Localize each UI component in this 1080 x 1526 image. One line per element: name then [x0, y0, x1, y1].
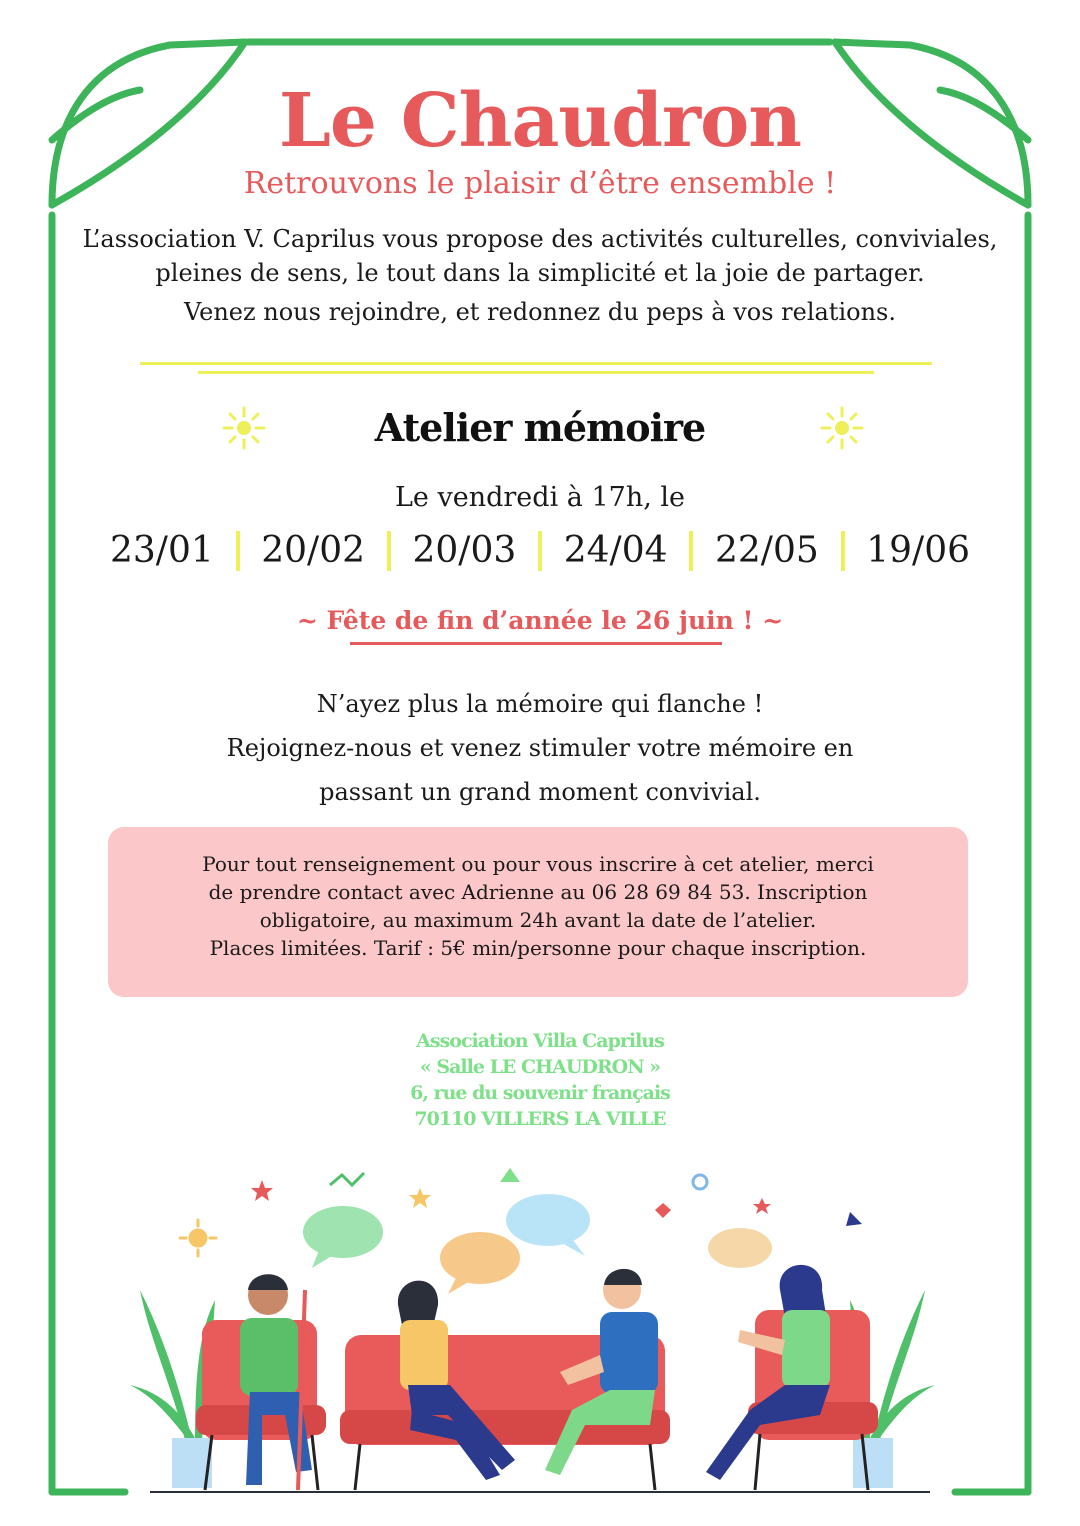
swirl-icon [693, 1175, 707, 1189]
speech-bubble [708, 1228, 772, 1268]
speech-bubble [506, 1194, 590, 1246]
event-title: Atelier mémoire [374, 405, 706, 450]
intro-paragraph [0, 222, 1080, 290]
info-text [108, 850, 968, 962]
star-icon [409, 1188, 431, 1208]
address-line: « Salle LE CHAUDRON » [419, 1056, 661, 1078]
triangle-icon [846, 1212, 862, 1226]
event-date: 24/04 [563, 530, 668, 571]
address-line: 6, rue du souvenir français [410, 1082, 670, 1104]
star-icon [251, 1180, 273, 1201]
star-icon [753, 1198, 771, 1214]
event-schedule: Le vendredi à 17h, le [395, 482, 685, 513]
year-end-party: ~ Fête de fin d’année le 26 juin ! ~ [296, 606, 784, 635]
sparkle-icon [180, 1220, 216, 1256]
plant-pot [853, 1438, 893, 1488]
event-date: 19/06 [866, 530, 970, 571]
people-chatting-illustration [0, 1140, 1080, 1510]
confetti-icon [330, 1173, 364, 1185]
speech-bubble [440, 1232, 520, 1284]
triangle-icon [500, 1168, 520, 1182]
page-subtitle: Retrouvons le plaisir d’être ensemble ! [243, 166, 837, 201]
divider-line [140, 362, 932, 365]
info-line: obligatoire, au maximum 24h avant la date de l’atelier. [259, 908, 817, 932]
description-line: N’ayez plus la mémoire qui flanche ! [316, 690, 764, 718]
intro-line: Venez nous rejoindre, et redonnez du peps à vos relations. [184, 298, 896, 326]
address-line: Association Villa Caprilus [416, 1030, 664, 1052]
sun-icon [820, 406, 864, 450]
event-date: 20/03 [412, 530, 517, 571]
divider-line [198, 371, 874, 374]
event-date: 20/02 [261, 530, 365, 571]
info-line: de prendre contact avec Adrienne au 06 28 69 84 53. Inscription [208, 880, 868, 904]
date-separator [689, 531, 693, 571]
person-man-left [240, 1274, 312, 1490]
description-paragraph [0, 682, 1080, 814]
party-underline [350, 642, 722, 645]
address-line: 70110 VILLERS LA VILLE [414, 1108, 666, 1130]
event-dates [110, 530, 970, 571]
date-separator [387, 531, 391, 571]
event-date: 22/05 [715, 530, 819, 571]
date-separator [841, 531, 845, 571]
address-block [0, 1028, 1080, 1132]
intro-line: pleines de sens, le tout dans la simplicité et la joie de partager. [155, 259, 925, 287]
description-line: Rejoignez-nous et venez stimuler votre mémoire en [226, 734, 854, 762]
date-separator [236, 531, 240, 571]
info-line: Pour tout renseignement ou pour vous inscrire à cet atelier, merci [202, 852, 874, 876]
page-title: Le Chaudron [278, 78, 802, 164]
date-separator [538, 531, 542, 571]
info-line: Places limitées. Tarif : 5€ min/personne pour chaque inscription. [209, 936, 867, 960]
speech-bubble [303, 1206, 383, 1258]
description-line: passant un grand moment convivial. [319, 778, 761, 806]
heart-icon [655, 1203, 671, 1218]
event-date: 23/01 [110, 530, 214, 571]
intro-line: L’association V. Caprilus vous propose des activités culturelles, conviviales, [82, 225, 998, 253]
